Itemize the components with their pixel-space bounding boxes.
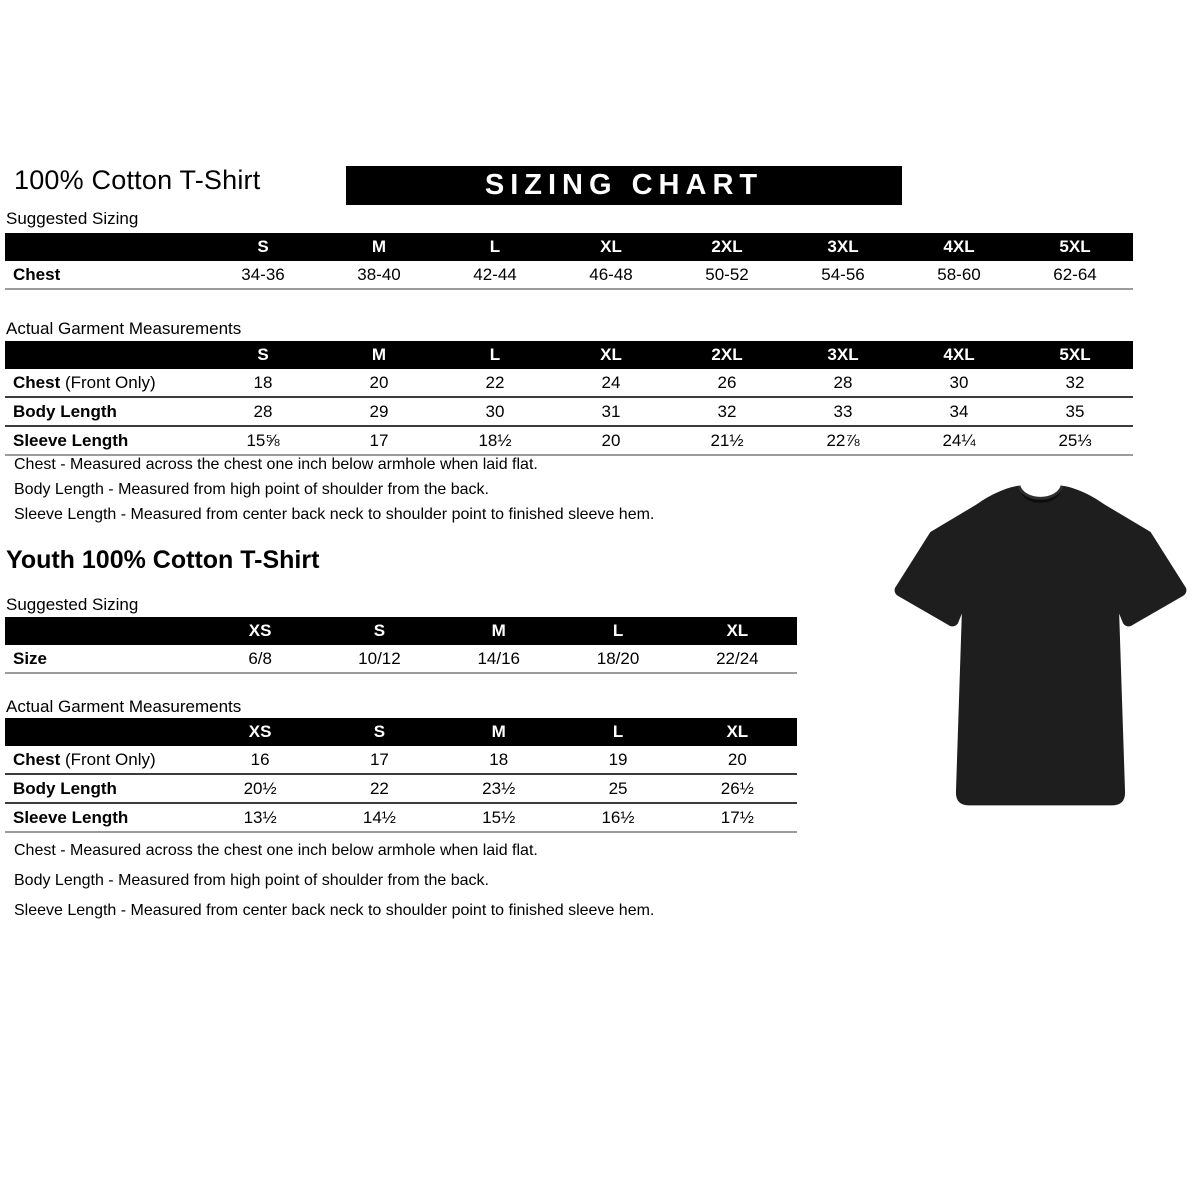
measurement-cell: 16½ [558, 803, 677, 832]
measurement-cell: 32 [669, 397, 785, 426]
measurement-cell: 34-36 [205, 261, 321, 289]
size-header-cell: 4XL [901, 341, 1017, 369]
measurement-cell: 18 [439, 746, 558, 774]
table-row [5, 369, 1133, 397]
size-header-row [5, 341, 1133, 369]
measurement-cell: 33 [785, 397, 901, 426]
measurement-cell: 16 [200, 746, 319, 774]
table-row [5, 261, 1133, 289]
size-header-cell: L [437, 233, 553, 261]
size-header-cell: S [320, 617, 439, 645]
adult-suggested-sizing-label: Suggested Sizing [6, 209, 139, 228]
measurement-cell: 17 [320, 746, 439, 774]
row-label: Chest [13, 750, 61, 769]
row-label: Body Length [13, 402, 117, 421]
measurement-cell: 24 [553, 369, 669, 397]
row-label-cell [5, 645, 200, 673]
row-label-cell [5, 369, 205, 397]
measurement-cell: 17 [321, 426, 437, 455]
size-header-row [5, 617, 797, 645]
measurement-cell: 31 [553, 397, 669, 426]
measurement-cell: 14½ [320, 803, 439, 832]
measurement-cell: 28 [205, 397, 321, 426]
size-header-row [5, 233, 1133, 261]
measurement-cell: 21½ [669, 426, 785, 455]
measurement-cell: 58-60 [901, 261, 1017, 289]
size-header-cell: S [320, 718, 439, 746]
note-sleeve-length: Sleeve Length - Measured from center back neck to shoulder point to finished sleeve hem. [14, 902, 655, 919]
table-row [5, 397, 1133, 426]
table-row [5, 426, 1133, 455]
measurement-cell: 20 [321, 369, 437, 397]
measurement-cell: 22 [320, 774, 439, 803]
size-header-cell: XS [200, 617, 319, 645]
size-header-cell: 2XL [669, 233, 785, 261]
size-header-cell: 5XL [1017, 233, 1133, 261]
row-label-suffix: (Front Only) [60, 750, 156, 769]
sizing-chart-banner: SIZING CHART [346, 166, 902, 205]
size-header-cell: M [439, 617, 558, 645]
size-header-cell: 3XL [785, 233, 901, 261]
measurement-cell: 34 [901, 397, 1017, 426]
size-header-cell: 4XL [901, 233, 1017, 261]
measurement-cell: 35 [1017, 397, 1133, 426]
adult-section-title: 100% Cotton T-Shirt [14, 165, 261, 195]
measurement-cell: 13½ [200, 803, 319, 832]
measurement-cell: 15½ [439, 803, 558, 832]
measurement-cell: 26½ [678, 774, 797, 803]
size-header-cell: M [321, 341, 437, 369]
measurement-cell: 29 [321, 397, 437, 426]
row-label: Body Length [13, 779, 117, 798]
measurement-cell: 25 [558, 774, 677, 803]
note-chest: Chest - Measured across the chest one inch below armhole when laid flat. [14, 842, 538, 859]
size-header-cell: S [205, 341, 321, 369]
row-label: Chest [13, 373, 61, 392]
measurement-cell: 42-44 [437, 261, 553, 289]
row-label: Chest [13, 265, 61, 284]
row-label: Sleeve Length [13, 431, 129, 450]
size-header-cell: M [321, 233, 437, 261]
row-label-suffix: (Front Only) [60, 373, 156, 392]
size-header-cell: 3XL [785, 341, 901, 369]
measurement-cell: 30 [901, 369, 1017, 397]
youth-section-title: Youth 100% Cotton T-Shirt [6, 546, 320, 574]
size-header-cell: M [439, 718, 558, 746]
measurement-cell: 15⅝ [205, 426, 321, 455]
measurement-cell: 32 [1017, 369, 1133, 397]
row-label: Size [13, 649, 48, 668]
measurement-cell: 23½ [439, 774, 558, 803]
size-header-cell: 2XL [669, 341, 785, 369]
size-header-cell: XS [200, 718, 319, 746]
measurement-cell: 46-48 [553, 261, 669, 289]
measurement-cell: 14/16 [439, 645, 558, 673]
size-header-cell: XL [553, 233, 669, 261]
youth-measurement-notes [14, 842, 654, 932]
measurement-cell: 18½ [437, 426, 553, 455]
measurement-cell: 20 [678, 746, 797, 774]
corner-cell [5, 617, 200, 645]
measurement-cell: 26 [669, 369, 785, 397]
row-label-cell [5, 261, 205, 289]
size-header-cell: S [205, 233, 321, 261]
row-label-cell [5, 774, 200, 803]
black-tshirt-image [893, 478, 1188, 818]
youth-suggested-sizing-label: Suggested Sizing [6, 595, 139, 614]
table-row [5, 774, 797, 803]
note-body-length: Body Length - Measured from high point of shoulder from the back. [14, 481, 489, 498]
measurement-cell: 28 [785, 369, 901, 397]
adult-suggested-sizing-table [5, 233, 1133, 290]
youth-suggested-sizing-table [5, 617, 797, 674]
adult-garment-measurements-label: Actual Garment Measurements [6, 319, 242, 338]
measurement-cell: 19 [558, 746, 677, 774]
measurement-cell: 18/20 [558, 645, 677, 673]
table-row [5, 746, 797, 774]
size-header-row [5, 718, 797, 746]
corner-cell [5, 718, 200, 746]
measurement-cell: 62-64 [1017, 261, 1133, 289]
measurement-cell: 22/24 [678, 645, 797, 673]
size-header-cell: 5XL [1017, 341, 1133, 369]
youth-garment-measurements-label: Actual Garment Measurements [6, 697, 242, 716]
size-header-cell: L [437, 341, 553, 369]
measurement-cell: 24¼ [901, 426, 1017, 455]
measurement-cell: 18 [205, 369, 321, 397]
measurement-cell: 17½ [678, 803, 797, 832]
measurement-cell: 50-52 [669, 261, 785, 289]
measurement-cell: 6/8 [200, 645, 319, 673]
note-body-length: Body Length - Measured from high point of shoulder from the back. [14, 872, 489, 889]
row-label: Sleeve Length [13, 808, 129, 827]
note-sleeve-length: Sleeve Length - Measured from center back neck to shoulder point to finished sleeve hem. [14, 506, 655, 523]
table-row [5, 803, 797, 832]
measurement-cell: 38-40 [321, 261, 437, 289]
note-chest: Chest - Measured across the chest one inch below armhole when laid flat. [14, 456, 538, 473]
measurement-cell: 22 [437, 369, 553, 397]
measurement-cell: 54-56 [785, 261, 901, 289]
measurement-cell: 20½ [200, 774, 319, 803]
measurement-cell: 10/12 [320, 645, 439, 673]
size-header-cell: XL [553, 341, 669, 369]
size-header-cell: L [558, 617, 677, 645]
measurement-cell: 30 [437, 397, 553, 426]
row-label-cell [5, 426, 205, 455]
size-header-cell: XL [678, 617, 797, 645]
size-header-cell: L [558, 718, 677, 746]
table-row [5, 645, 797, 673]
youth-garment-measurements-table [5, 718, 797, 833]
measurement-cell: 25⅓ [1017, 426, 1133, 455]
row-label-cell [5, 746, 200, 774]
corner-cell [5, 233, 205, 261]
corner-cell [5, 341, 205, 369]
measurement-cell: 20 [553, 426, 669, 455]
row-label-cell [5, 397, 205, 426]
adult-measurement-notes [14, 456, 654, 531]
measurement-cell: 22⅞ [785, 426, 901, 455]
size-header-cell: XL [678, 718, 797, 746]
row-label-cell [5, 803, 200, 832]
adult-garment-measurements-table [5, 341, 1133, 456]
